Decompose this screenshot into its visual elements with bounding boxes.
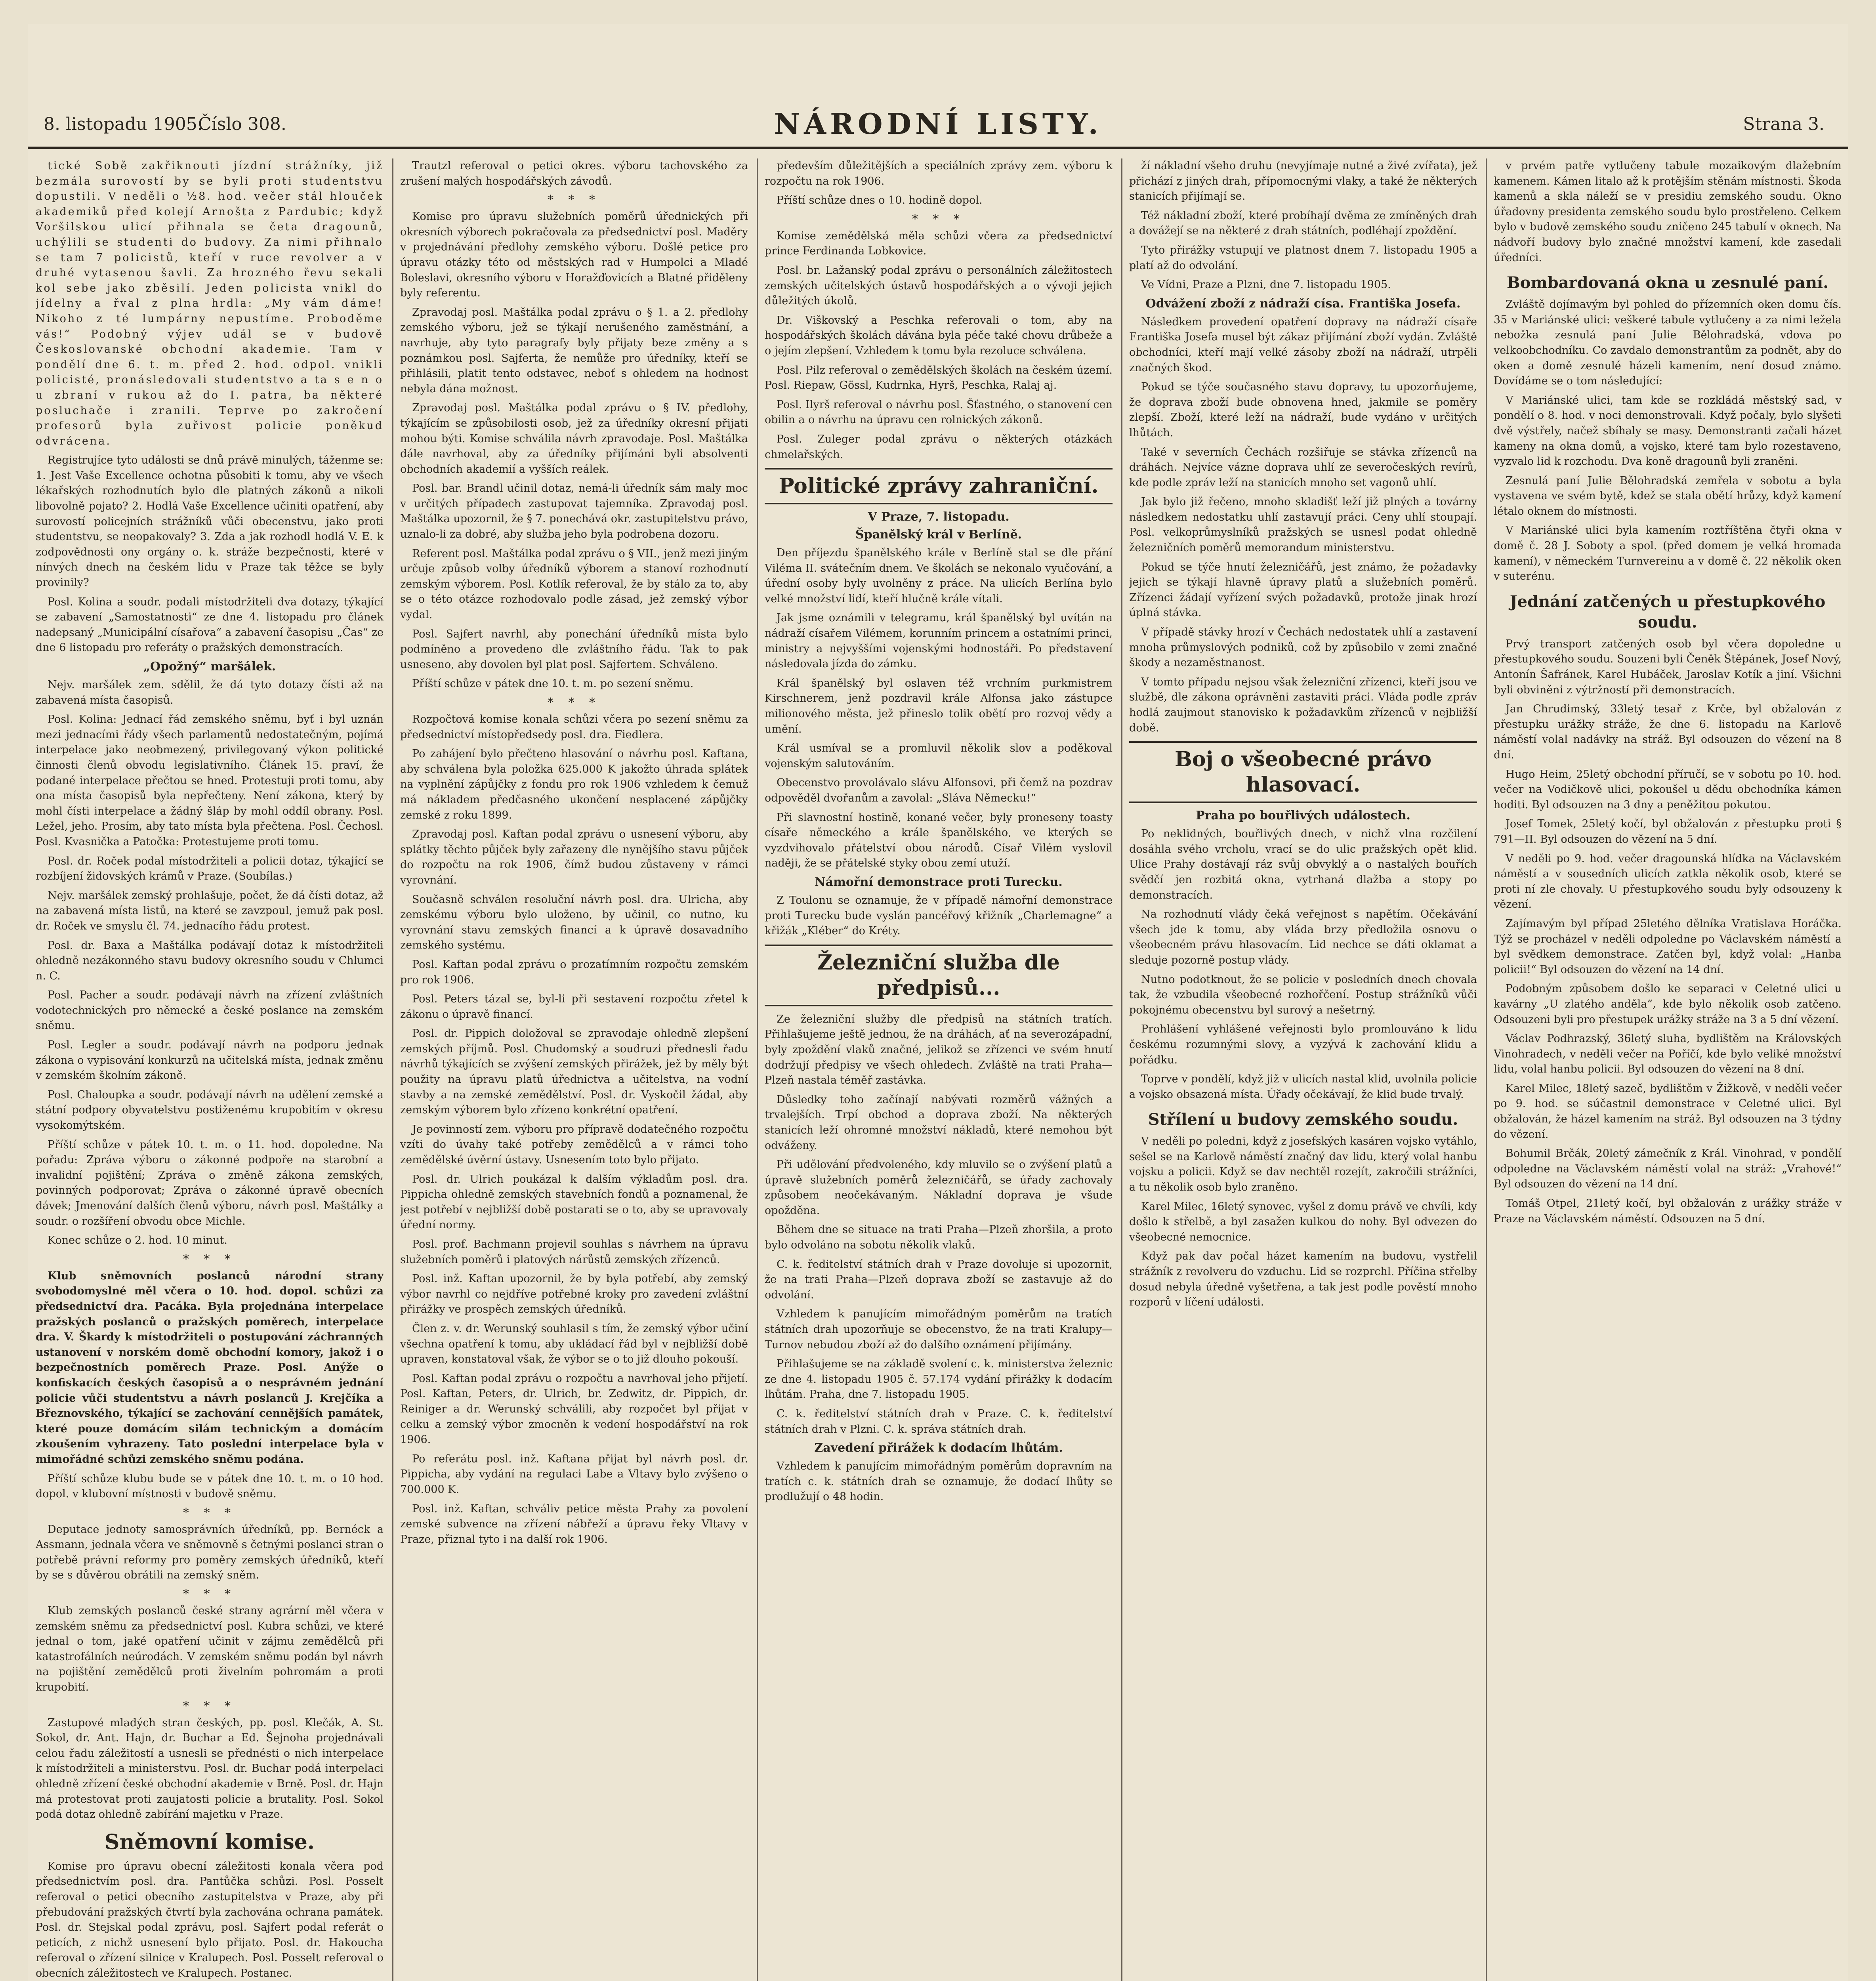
article-text: Zpravodaj posl. Maštálka podal zprávu o § 1. a 2. předlohy zemského výboru, jež se týkají nerušeného zaměstnání, a navrhuje, aby tyto paragrafy byly přijaty beze změny a s poznámkou posl. Sajferta, že nemůže pro úředníky, kteří se přihlásili, platit tento odstavec, neboť s ohledem na hodnost nebyla dána možnost.: [400, 306, 748, 395]
article-text: Posl. bar. Brandl učinil dotaz, nemá-li úředník sám maly moc v určitých případech zastupovat tajemníka. Zpravodaj posl. Maštálka upozornil, že § 7. ponechává okr. zastupitelstvu právo, uznalo-li za dobré, aby služba jeho byla podrobena dozoru.: [400, 482, 748, 541]
article-text: Nejv. maršálek zem. sdělil, že dá tyto dotazy čísti až na zabavená místa časopisů.: [36, 679, 384, 706]
dateline: V Praze, 7. listopadu.: [868, 510, 1010, 524]
section-heading: Politické zprávy zahraniční.: [779, 474, 1099, 498]
separator: * * *: [547, 193, 601, 207]
article-text: V Mariánské ulici byla kamením roztříštěna čtyři okna v domě č. 28 J. Soboty a spol. (před domem je velká hromada kamení), v německém Turnvereinu a v domě č. 22 několik oken v suterénu.: [1494, 524, 1842, 583]
article-text: Člen z. v. dr. Werunský souhlasil s tím, že zemský výbor učiní všechna opatření k tomu, aby ukládací řád byl v nejbližší době upraven, konstatoval však, že výbor se o to již dlouho pokouší.: [400, 1322, 748, 1366]
article-text: Posl. Peters tázal se, byl-li při sestavení rozpočtu zřetel k zákonu o úpravě financí.: [400, 993, 748, 1021]
article-text: Registrujíce tyto události se dnů právě minulých, táženme se: 1. Jest Vaše Excellence ochotna působiti k tomu, aby ve všech lékařských rozhodnutích bylo dle platných zákonů a nikoli libovolně pojato? 2. Hodlá Vaše Excellence učiniti opatření, aby surovostí policejních strážníků vůči obecenstvu, jako proti studentstvu, se neopakovaly? 3. Zda a jak rozhodl hodlá V. E. k zodpovědnosti ony orgány o. k. stráže bezpečnosti, které v nínvých dnech na českém lidu v Praze tak těžce se byly provinily?: [36, 454, 384, 589]
article-text: Posl. dr. Pippich doložoval se zpravodaje ohledně zlepšení zemských příjmů. Posl. Chudomský a soudruzi přednesli řadu návrhů týkajících se zvýšení zemských přirážek, jež by měly být použity na úpravu platů úřednictva a učitelstva, na vodní stavby a na zemské zemědělství. Posl. dr. Vyskočil žádal, aby zemským výborem bylo zřízeno konkrétní opatření.: [400, 1027, 748, 1116]
article-text: C. k. ředitelství státních drah v Praze dovoluje si upozornit, že na trati Praha—Plzeň doprava zboží se zastavuje až do odvolání.: [765, 1258, 1113, 1301]
article-text: Vzhledem k panujícím mimořádným poměrům dopravním na tratích c. k. státních drah se oznamuje, že dodací lhůty se prodlužují o 48 hodin.: [765, 1460, 1113, 1503]
separator: * * *: [183, 1506, 237, 1520]
article-text: Zajímavým byl případ 25letého dělníka Vratislava Horáčka. Týž se procházel v neděli odpoledne po Václavském náměstí a byl svědkem demonstrace. Zatčen byl, když volal: „Hanba policii!“ Byl odsouzen do vězení na 14 dní.: [1494, 917, 1842, 976]
article-text: Ze železniční služby dle předpisů na státních tratích. Přihlašujeme ještě jednou, že na dráhách, ať na severozápadní, byly zpoždění vlaků značné, jelikož se zřízenci ve svém hnutí dodržují předpisy ve všech ohledech. Zvláště na trati Praha—Plzeň nastala téměř zastávka.: [765, 1013, 1113, 1087]
article-heading: Španělský král v Berlíně.: [855, 528, 1022, 542]
article-text: Následkem provedení opatření dopravy na nádraží císaře Františka Josefa musel být zákaz přijímání zboží vydán. Zvláště obchodníci, kteří mají velké zásoby zboží na nádraží, utrpěli značných škod.: [1129, 315, 1477, 374]
article-text: Na rozhodnutí vlády čeká veřejnost s napětím. Očekávání všech jde k tomu, aby vláda brzy předložila osnovu o všeobecném právu hlasovacím. Lid nechce se dáti oklamat a sleduje pozorně postup vlády.: [1129, 908, 1477, 966]
article-heading: Odvážení zboží z nádraží císa. Františka Josefa.: [1145, 296, 1461, 311]
article-text: Komise pro úpravu služebních poměrů úřednických při okresních výborech pokračovala za předsednictví posl. Maděry v projednávání předlohy zemského výboru. Došlé petice pro úpravu otázky této od městských rad v Humpolci a Mladé Boleslavi, okresního výboru v Horažďovicích a Blatné přiděleny byly referentu.: [400, 210, 748, 300]
article-text: Příští schůze v pátek 10. t. m. o 11. hod. dopoledne. Na pořadu: Zpráva výboru o zákonné podpoře na starobní a invalidní pojištění; Zpráva o změně zákona zemských, povinných podporovat; Zpráva o zákonné úpravě obecních dávek; Jmenování dalších členů výboru, návrh posl. Maštálky a soudr. o rozšíření obvodu obce Michle.: [36, 1138, 384, 1227]
article-text: Josef Tomek, 25letý kočí, byl obžalován z přestupku proti § 791—II. Byl odsouzen do vězení na 5 dní.: [1494, 818, 1842, 845]
article-text: Tomáš Otpel, 21letý kočí, byl obžalován z urážky stráže v Praze na Václavském náměstí. Odsouzen na 5 dní.: [1494, 1197, 1842, 1225]
article-text: Deputace jednoty samosprávních úředníků, pp. Bernéck a Assmann, jednala včera ve sněmovně s četnými poslanci stran o potřebě právní reformy pro poměry zemských úředníků, kteří by se s důvěrou obrátili na zemský sněm.: [36, 1523, 384, 1582]
column-rule: [1486, 158, 1487, 1981]
article-text: Obecenstvo provolávalo slávu Alfonsovi, při čemž na pozdrav odpověděl dvořanům a zavolal: „Sláva Německu!“: [765, 777, 1113, 804]
article-text: Během dne se situace na trati Praha—Plzeň zhoršila, a proto bylo odvoláno na sobotu několik vlaků.: [765, 1223, 1113, 1252]
article-text: Král usmíval se a promluvil několik slov a poděkoval vojenským salutováním.: [765, 742, 1113, 770]
article-text: Posl. Kaftan podal zprávu o prozatímním rozpočtu zemském pro rok 1906.: [400, 958, 748, 986]
article-text: Posl. Legler a soudr. podávají návrh na podporu jednak zákona o vypisování konkurzů na učitelská místa, jednak změnu v zemském školním zákoně.: [36, 1039, 384, 1082]
article-text: Posl. br. Lažanský podal zprávu o personálních záležitostech zemských učitelských ústavů hospodářských a o vývoji jejich důležitých úkolů.: [765, 264, 1113, 307]
article-text: Toprve v pondělí, když již v ulicích nastal klid, uvolnila policie a vojsko obsazená místa. Úřady očekávají, že klid bude trvalý.: [1129, 1073, 1477, 1101]
article-text: Při slavnostní hostině, konané večer, byly proneseny toasty císaře německého a krále španělského, ve kterých se vyzdvihovalo přátelství obou národů. Císař Vilém vyslovil naději, že se přátelské styky obou zemí utuží.: [765, 811, 1113, 870]
article-text: Posl. Sajfert navrhl, aby ponechání úředníků místa bylo podmíněno a provedeno dle zvláštního řádu. Tak to pak usneseno, aby dovolen byl plat posl. Sajfertem. Schváleno.: [400, 628, 748, 671]
article-text: Karel Milec, 18letý sazeč, bydlištěm v Žižkově, v neděli večer po 9. hod. se súčastnil demonstrace v Celetné ulici. Byl obžalován, že házel kamením na stráž. Byl odsouzen na 3 týdny do vězení.: [1494, 1082, 1842, 1141]
article-text: Posl. Chaloupka a soudr. podávají návrh na udělení zemské a státní podpory obyvatelstvu postiženému krupobitím v okresu vysokomýtském.: [36, 1088, 384, 1132]
article-text: Nejv. maršálek zemský prohlašuje, počet, že dá čísti dotaz, až na zabavená místa listů, na které se zavzpoul, jemuž pak posl. dr. Roček ve smyslu čl. 74. jednacího řádu protest.: [36, 889, 384, 932]
article-text: Posl. dr. Baxa a Maštálka podávají dotaz k místodržiteli ohledně nezákonného stavu budovy okresního soudu v Chlumci n. C.: [36, 939, 384, 982]
column-3: [765, 158, 1113, 1981]
column-1: [36, 158, 384, 1981]
article-text: Zpravodaj posl. Kaftan podal zprávu o usnesení výboru, aby splátky těchto půjček byly zařazeny dle nynějšího stavu půjček do rozpočtu na rok 1906, čímž budou zůstaveny v rámci vyrovnání.: [400, 828, 748, 886]
article-text: Ve Vídni, Praze a Plzni, dne 7. listopadu 1905.: [1141, 279, 1391, 291]
article-text: Trautzl referoval o petici okres. výboru tachovského za zrušení malých hospodářských závodů.: [400, 160, 748, 187]
article-text: Současně schválen resoluční návrh posl. dra. Ulricha, aby zemskému výboru bylo uloženo, by učinil, co nutno, ku vyrovnání stavu zemských financí a k úpravě dosavadního zemského systému.: [400, 893, 748, 952]
section-heading: Boj o všeobecné právo hlasovací.: [1174, 747, 1432, 797]
article-text: Karel Milec, 16letý synovec, vyšel z domu právě ve chvíli, kdy došlo k střelbě, a byl zasažen kulkou do nohy. Byl odvezen do všeobecné nemocnice.: [1129, 1200, 1477, 1243]
article-text: Při udělování předvoleného, kdy mluvilo se o zvýšení platů a úpravě služebních poměrů železničářů, se úřady zachovaly způsobem neočekávaným. Nákladní doprava je všude opožděna.: [765, 1158, 1113, 1217]
column-rule: [757, 158, 758, 1981]
article-text: Pokud se týče současného stavu dopravy, tu upozorňujeme, že doprava zboží bude obnovena hned, jakmile se poměry zlepší. Zboží, které leží na nádraží, bude vydáno v určitých lhůtách.: [1129, 381, 1477, 439]
section-heading-box: [1129, 741, 1477, 803]
article-text: Z Toulonu se oznamuje, že v případě námořní demonstrace proti Turecku bude vyslán pancéřový křižník „Charlemagne“ a křižák „Kléber“ do Kréty.: [765, 894, 1113, 937]
separator: * * *: [547, 696, 601, 710]
article-text: Po referátu posl. inž. Kaftana přijat byl návrh posl. dr. Pippicha, aby vydání na regulaci Labe a Vltavy bylo zvýšeno o 700.000 K.: [400, 1452, 748, 1496]
article-text: Posl. Kolina a soudr. podali místodržiteli dva dotazy, týkající se zabavení „Samostatnosti“ ze dne 4. listopadu pro článek nadepsaný „Municipální císařova“ a zabavení časopisu „Čas“ ze dne 6 listopadu pro referáty o pražských demonstracích.: [36, 595, 384, 654]
article-text: V neděli po 9. hod. večer dragounská hlídka na Václavském náměstí a v sousedních ulicích zatkla několik osob, které se proti ní zle chovaly. U přestupkového soudu byly odsouzeny k vězení.: [1494, 852, 1842, 911]
article-text: Příští schůze dnes o 10. hodině dopol.: [777, 194, 983, 207]
article-text: Též nákladní zboží, které probíhají dvěma ze zmíněných drah a dovážejí se na některé z drah státních, podléhají zpoždění.: [1129, 209, 1477, 237]
article-text: C. k. ředitelství státních drah v Praze. C. k. ředitelství státních drah v Plzni. C. k. správa státních drah.: [765, 1408, 1113, 1435]
separator: * * *: [183, 1252, 237, 1266]
article-text: Posl. inž. Kaftan upozornil, že by byla potřebí, aby zemský výbor navrhl co nejdříve potřebné kroky pro zavedení zvláštní přirážky ve prospěch zemských úředníků.: [400, 1273, 748, 1316]
article-text: Jak jsme oznámili v telegramu, král španělský byl uvítán na nádraží císařem Vilémem, korunním princem a ostatními princi, ministry a nejvyššími vojenskými hodnostáři. Po představení následovala jízda do zámku.: [765, 612, 1113, 670]
article-text: Hugo Heim, 25letý obchodní příručí, se v sobotu po 10. hod. večer na Vodičkově ulici, pokoušel u dědu obchodníka kámen hoditi. Byl odsouzen na 3 dny a peněžitou pokutou.: [1494, 768, 1842, 811]
article-text: Když pak dav počal házet kamením na budovu, vystřelil strážník z revolveru do vzduchu. Lid se rozprchl. Příčina střelby dosud nebyla úředně vyšetřena, a tak jest podle pověstí mnoho rozporů v líčení události.: [1129, 1250, 1477, 1309]
article-text: Rozpočtová komise konala schůzi včera po sezení sněmu za předsednictví místopředsedy posl. dra. Fiedlera.: [400, 713, 748, 741]
article-text: Prvý transport zatčených osob byl včera dopoledne u přestupkového soudu. Souzeni byli Čeněk Štěpánek, Josef Nový, Antonín Šafránek, Karel Hubáček, Jaroslav Kotík a jiní. Všichni byli obviněni z výtržností při demonstracích.: [1494, 637, 1842, 696]
article-text: Příští schůze v pátek dne 10. t. m. po sezení sněmu.: [412, 678, 694, 690]
article-text: Posl. Kaftan podal zprávu o rozpočtu a navrhoval jeho přijetí. Posl. Kaftan, Peters, dr. Ulrich, br. Zedwitz, dr. Pippich, dr. Reiniger a dr. Werunský schválili, aby rozpočet byl přijat v celku a zemský výbor zmocněn k vedení hospodářství na rok 1906.: [400, 1372, 748, 1446]
article-heading: Zavedení přirážek k dodacím lhůtám.: [814, 1441, 1063, 1455]
column-rule: [392, 158, 393, 1981]
article-text: Zvláště dojímavým byl pohled do přízemních oken domu čís. 35 v Mariánské ulici: veškeré tabule vytlučeny a za nimi ležela nebožka zesnulá paní Julie Bělohradská, vdova po velkoobchodníku. Co zavdalo demonstrantům za podnět, aby do oken a domě zesnulé házeli kamením, není dosud známo. Dovídáme se o tom následující:: [1494, 298, 1842, 387]
article-text: V tomto případu nejsou však železniční zřízenci, kteří jsou ve službě, dle zákona oprávněni zastaviti práci. Vláda podle zpráv hodlá zaujmout stanovisko k požadavkům zřízenců v nejbližší době.: [1129, 676, 1477, 734]
column-2: [400, 158, 748, 1981]
article-text: Jak bylo již řečeno, mnoho skladišť leží již plných a továrny následkem nedostatku uhlí zastavují práci. Ceny uhlí stoupají. Posl. velkoprůmyslníků pražských se usnesl podat ohledně železničních poměrů memorandum ministerstvu.: [1129, 496, 1477, 554]
article-text: především důležitějších a speciálních zprávy zem. výboru k rozpočtu na rok 1906.: [765, 160, 1113, 187]
separator: * * *: [183, 1587, 237, 1601]
article-text: V Mariánské ulici, tam kde se rozkládá městský sad, v pondělí o 8. hod. v noci demonstrovali. Když počaly, bylo slyšeti dvě výstřely, načež sbíhaly se masy. Demonstranti začali házet kameny na okna domů, a vojsko, které tam bylo rozestaveno, vyzvalo lid k rozchodu. Dva koně dragounů byli zraněni.: [1494, 394, 1842, 468]
article-text: Podobným způsobem došlo ke separaci v Celetné ulici u kavárny „U zlatého anděla“, kde bylo několik osob zatčeno. Odsouzeni byli pro přestupek urážky stráže na 3 a 5 dní vězení.: [1494, 983, 1842, 1026]
columns: [36, 158, 1840, 1981]
article-text: Zesnulá paní Julie Bělohradská zemřela v sobotu a byla vystavena ve svém bytě, kdež se stala obětí hrůzy, když kamení létalo oknem do místnosti.: [1494, 474, 1842, 517]
article-text: ží nákladní všeho druhu (nevyjímaje nutné a živé zvířata), jež přichází z jiných drah, přípomocnými vlaky, a také že některých stanicích přijímají se.: [1129, 160, 1477, 203]
article-text: Posl. Pacher a soudr. podávají návrh na zřízení zvláštních vodotechnických pro německé a české poslance na zemském sněmu.: [36, 989, 384, 1032]
article-text: v prvém patře vytlučeny tabule mozaikovým dlažebním kamenem. Kámen litalo až k protějším stěnám místnosti. Škoda kamenů a skla náleží se v presidiu zemského soudu. Okno úřadovny presidenta zemského soudu bylo prostřeleno. Celkem bylo v budově zemského soudu zničeno 245 tabulí v oknech. Na nádvoří budovy bylo značné množství kamení, kde zasedali úředníci.: [1494, 160, 1842, 264]
article-text: Král španělský byl oslaven též vrchním purkmistrem Kirschnerem, jenž pozdravil krále Alfonsa jako zástupce milionového města, jež přineslo tolik obětí pro rozvoj vědy a umění.: [765, 677, 1113, 735]
article-text: Zpravodaj posl. Maštálka podal zprávu o § IV. předlohy, týkajícím se způsobilosti osob, jež za úředníky okresní přijati mohou býti. Komise schválila návrh zpravodaje. Posl. Maštálka dále navrhoval, aby za úředníky přijímáni byli absolventi obchodních akademií a vyšších reálek.: [400, 402, 748, 475]
article-text: tické Sobě zakřiknouti jízdní strážníky, již bezmála surovostí by se byli proti studentstvu dopustili. V neděli o ½8. hod. večer stál hlouček akademiků před kolejí Arnošta z Pardubic; když Voršilskou ulicí přihnala se četa dragounů, uchýlili se studenti do budovy. Za nimi přihnalo se tam 7 policistů, kteří v ruce revolver a v druhé vytasenou šavli. Za hrozného řevu sekali kol sebe jako zběsilí. Jeden policista vnikl do jídelny a řval z plna hrdla: „My vám dáme! Nikoho z té lumpárny nepustíme. Proboděme vás!“ Podobný výjev udál se v budově Českoslovanské obchodní akademie. Tam v pondělí dne 6. t. m. před 2. hod. odpol. vnikli policisté, pronásledovali studentstvo a ta s e n o u zbraní v rukou až do I. patra, ba některé posluchače i zranili. Teprve po zakročení profesorů byla zuřivost policie poněkud odvrácena.: [36, 160, 384, 447]
article-text: Pokud se týče hnutí železničářů, jest známo, že požadavky jejich se týkají hlavně úpravy platů a služebních poměrů. Zřízenci žádají vyřízení svých požadavků, protože jinak hrozí úplná stávka.: [1129, 561, 1477, 619]
article-text: Referent posl. Maštálka podal zprávu o § VII., jenž mezi jiným určuje způsob volby úředníků výborem a stanoví rozhodnutí zemským výborem. Posl. Kotlík referoval, že by stálo za to, aby se o této otázce rozhodovalo podle zásad, jež zemský výbor vydal.: [400, 547, 748, 621]
issue-number: Číslo 308.: [198, 114, 286, 134]
article-text: Posl. Kolina: Jednací řád zemského sněmu, byť i byl uznán mezi jednacími řády všech parlamentů nedostatečným, pojímá interpelace jako neobmezený, privilegovaný výkon politické činnosti členů obvodu legislativního. Článek 15. praví, že podané interpelace přečtou se hned. Protestuji proti tomu, aby ona místa časopisů byla nepřečteny. Není zákona, který by mohl čísti interpelace a žádný šláp by mohl oddíl obrany. Posl. Ležel, jeho. Prosím, aby tato místa byla přečtena. Posl. Čechosl. Posl. Kvasnička a Patočka: Protestujeme proti tomu.: [36, 713, 384, 848]
article-text: Posl. prof. Bachmann projevil souhlas s návrhem na úpravu služebních poměrů i platových nárůstů zemských zřízenců.: [400, 1238, 748, 1266]
column-rule: [1121, 158, 1122, 1981]
article-text: Prohlášení vyhlášené veřejnosti bylo promlouváno k lidu českému rozumnými slovy, a vyzývá k zachování klidu a pořádku.: [1129, 1023, 1477, 1066]
article-text: Bohumil Brčák, 20letý zámečník z Král. Vinohrad, v pondělí odpoledne na Václavském náměstí volal na stráž: „Vrahové!“ Byl odsouzen do vězení na 14 dní.: [1494, 1147, 1842, 1191]
article-text: Posl. dr. Ulrich poukázal k dalším výkladům posl. dra. Pippicha ohledně zemských stavebních fondů a poznamenal, že jest potřebí v nejbližší době postarati se o to, aby se upravovaly úřední normy.: [400, 1173, 748, 1231]
article-text: V případě stávky hrozí v Čechách nedostatek uhlí a zastavení mnoha průmyslových podniků, což by způsobilo v zemi značné škody a nezaměstnanost.: [1129, 626, 1477, 669]
column-4: [1129, 158, 1477, 1981]
page-number: Strana 3.: [1743, 114, 1824, 134]
article-text: Nutno podotknout, že se policie v posledních dnech chovala tak, že vzbudila všeobecné rozhořčení. Postup strážníků vůči pokojnému obecenstvu byl surový a nešetrný.: [1129, 973, 1477, 1016]
separator: * * *: [183, 1699, 237, 1713]
section-heading: „Opožný“ maršálek.: [143, 660, 276, 674]
article-text: Posl. inž. Kaftan, schváliv petice města Prahy za povolení zemské subvence na zřízení nábřeží a úpravu řeky Vltavy v Praze, přiznal tyto i na další rok 1906.: [400, 1502, 748, 1546]
article-text: Přihlašujeme se na základě svolení c. k. ministerstva železnic ze dne 4. listopadu 1905 č. 57.174 vydání přirážky k dodacím lhůtám. Praha, dne 7. listopadu 1905.: [765, 1358, 1113, 1401]
article-text: Tyto přirážky vstupují ve platnost dnem 7. listopadu 1905 a platí až do odvolání.: [1129, 244, 1477, 272]
article-text: Zastupové mladých stran českých, pp. posl. Klečák, A. St. Sokol, dr. Ant. Hajn, dr. Buchar a Ed. Šejnoha projednávali celou řadu záležitostí a usnesli se přednésti o nich interpelace k místodržiteli a ministerstvu. Posl. dr. Buchar podá interpelaci ohledně zřízení české obchodní akademie v Brně. Posl. dr. Hajn má protestovat proti zaujatosti policie a brutality. Posl. Sokol podá dotaz ohledně zabírání majetku v Praze.: [36, 1716, 384, 1821]
article-text: Jan Chrudimský, 33letý tesař z Krče, byl obžalován z přestupku urážky stráže, že dne 6. listopadu na Karlově náměstí volal nadávky na stráž. Byl odsouzen do vězení na 8 dní.: [1494, 703, 1842, 761]
article-text: Důsledky toho začínají nabývati rozměrů vážných a trvalejších. Trpí obchod a doprava zboží. Na některých stanicích leží ohromné množství nákladů, které nemohou být odváženy.: [765, 1093, 1113, 1152]
article-heading: Jednání zatčených u přestupkového soudu.: [1510, 592, 1826, 632]
article-text: Posl. Ilyrš referoval o návrhu posl. Šťastného, o stanovení cen obilin a o návrhu na úpravu cen rolnických zákonů.: [765, 398, 1113, 426]
article-text: Také v severních Čechách rozšiřuje se stávka zřízenců na dráhách. Nejvíce vázne doprava uhlí ze severočeských revírů, kde podle zpráv leží na stanicích mnoho set vagonů uhlí.: [1129, 446, 1477, 489]
article-text: Vzhledem k panujícím mimořádným poměrům na tratích státních drah upozorňuje se obecenstvo, že na trati Kralupy—Turnov nebudou zboží až do dalšího oznámení přijímány.: [765, 1308, 1113, 1351]
article-text: Příští schůze klubu bude se v pátek dne 10. t. m. o 10 hod. dopol. v klubovní místnosti v budově sněmu.: [36, 1472, 384, 1500]
article-text: Je povinností zem. výboru pro přípravě dodatečného rozpočtu vzíti do úvahy také potřeby zemědělců a v rámci toho zemědělské úvěrní ústavy. Usnesením toto bylo přijato.: [400, 1123, 748, 1166]
article-text: Klub zemských poslanců české strany agrární měl včera v zemském sněmu za předsednictví posl. Kubra schůzi, ve které jednal o tom, jaké opatření učinit v zájmu zemědělců při katastrofálních neúrodách. V zemském sněmu podán byl návrh na pojištění zemědělců proti živelním pohromám a proti krupobití.: [36, 1605, 384, 1694]
article-text: Posl. Zuleger podal zprávu o některých otázkách chmelařských.: [765, 433, 1113, 461]
newspaper-title: NÁRODNÍ LISTY.: [774, 107, 1102, 141]
separator: * * *: [912, 212, 966, 226]
section-heading-box: [765, 945, 1113, 1006]
article-text: V neděli po poledni, když z josefských kasáren vojsko vytáhlo, sešel se na Karlově náměstí značný dav lidu, který volal hanbu vojsku a policii. Když se dav nechtěl rozejít, zakročili strážníci, a tu několik osob bylo zraněno.: [1129, 1135, 1477, 1194]
article-text: Komise zemědělská měla schůzi včera za předsednictví prince Ferdinanda Lobkovice.: [765, 229, 1113, 258]
section-heading: Železniční služba dle předpisů...: [817, 950, 1060, 1000]
article-text: Komise pro úpravu obecní záležitosti konala včera pod předsednictvím posl. dra. Pantůčka schůzi. Posl. Posselt referoval o petici obecního zastupitelstva v Praze, aby při přebudování pražských čtvrtí byla zachována ochrana památek. Posl. dr. Stejskal podal zprávu, posl. Sajfert podal referát o peticích, z nichž usnesení bylo přijato. Posl. dr. Hakoucha referoval o zřízení silnice v Kralupech. Posl. Posselt referoval o obecních záležitostech ve Kralupech. Postanec.: [36, 1860, 384, 1979]
masthead: [28, 107, 1848, 149]
article-heading: Střílení u budovy zemského soudu.: [1148, 1110, 1458, 1129]
article-text: Konec schůze o 2. hod. 10 minut.: [48, 1234, 227, 1247]
issue-date: 8. listopadu 1905.: [44, 114, 203, 134]
article-text: Po zahájení bylo přečteno hlasování o návrhu posl. Kaftana, aby schválena byla položka 625.000 K jakožto úhrada splátek na vyplnění zápůjčky z fondu pro rok 1906 vzhledem k čemuž má nákladem předčasného ukončení nesplacené zápůjčky zemské z roku 1899.: [400, 748, 748, 821]
article-text: Posl. dr. Roček podal místodržiteli a policii dotaz, týkající se rozbíjení židovských krámů v Praze. (Soubílas.): [36, 855, 384, 883]
section-heading: Sněmovní komise.: [105, 1830, 315, 1854]
article-text: Posl. Pilz referoval o zemědělských školách na českém území. Posl. Riepaw, Gössl, Kudrnka, Hyrš, Peschka, Ralaj aj.: [765, 364, 1113, 392]
column-5: [1494, 158, 1842, 1981]
article-heading: Bombardovaná okna u zesnulé paní.: [1506, 273, 1829, 292]
section-heading-box: [765, 468, 1113, 504]
article-text: Po neklidných, bouřlivých dnech, v nichž vlna rozčilení dosáhla svého vrcholu, vrací se do ulic pražských opět klid. Ulice Prahy dostávají ráz svůj obvyklý a o nastalých bouřích svědčí jen rozbitá okna, vytrhaná dlažba a stopy po demonstracích.: [1129, 828, 1477, 901]
article-text: Václav Podhrazský, 36letý sluha, bydlištěm na Královských Vinohradech, v neděli večer na Poříčí, kde bylo veliké množství lidu, volal hanbu policii. Byl odsouzen do vězení na 8 dní.: [1494, 1032, 1842, 1076]
article-text: Klub sněmovních poslanců národní strany svobodomyslné měl včera o 10. hod. dopol. schůzi za předsednictví dra. Pacáka. Byla projednána interpelace pražských poslanců o pražských poměrech, interpelace dra. V. Škardy k místodržiteli o postupování záchranných ustanovení v norském domě obchodní komory, jakož i o bezpečnostních poměrech Praze. Posl. Anýže o konfiskacích českých časopisů a o nesprávném jednání policie vůči studentstvu a návrh poslanců J. Krejčíka a Březnovského, týkající se zachování cennějších památek, které pouze domácím silám technickým a domácím zkoušením vyhrazeny. Tato poslední interpelace byla v mimořádné schůzi zemského sněmu podána.: [36, 1269, 384, 1466]
article-text: Dr. Viškovský a Peschka referovali o tom, aby na hospodářských školách dávána byla péče také chovu drůbeže a o jejím zlepšení. Vzhledem k tomu byla rezoluce schválena.: [765, 314, 1113, 357]
article-heading: Praha po bouřlivých událostech.: [1196, 809, 1410, 823]
article-text: Den příjezdu španělského krále v Berlíně stal se dle přání Viléma II. svátečním dnem. Ve školách se nekonalo vyučování, a úřední osoby byly uvolněny z práce. Na ulicích Berlína bylo velké množství lidí, kteří hlučně krále vítali.: [765, 547, 1113, 605]
article-heading: Námořní demonstrace proti Turecku.: [815, 875, 1063, 889]
